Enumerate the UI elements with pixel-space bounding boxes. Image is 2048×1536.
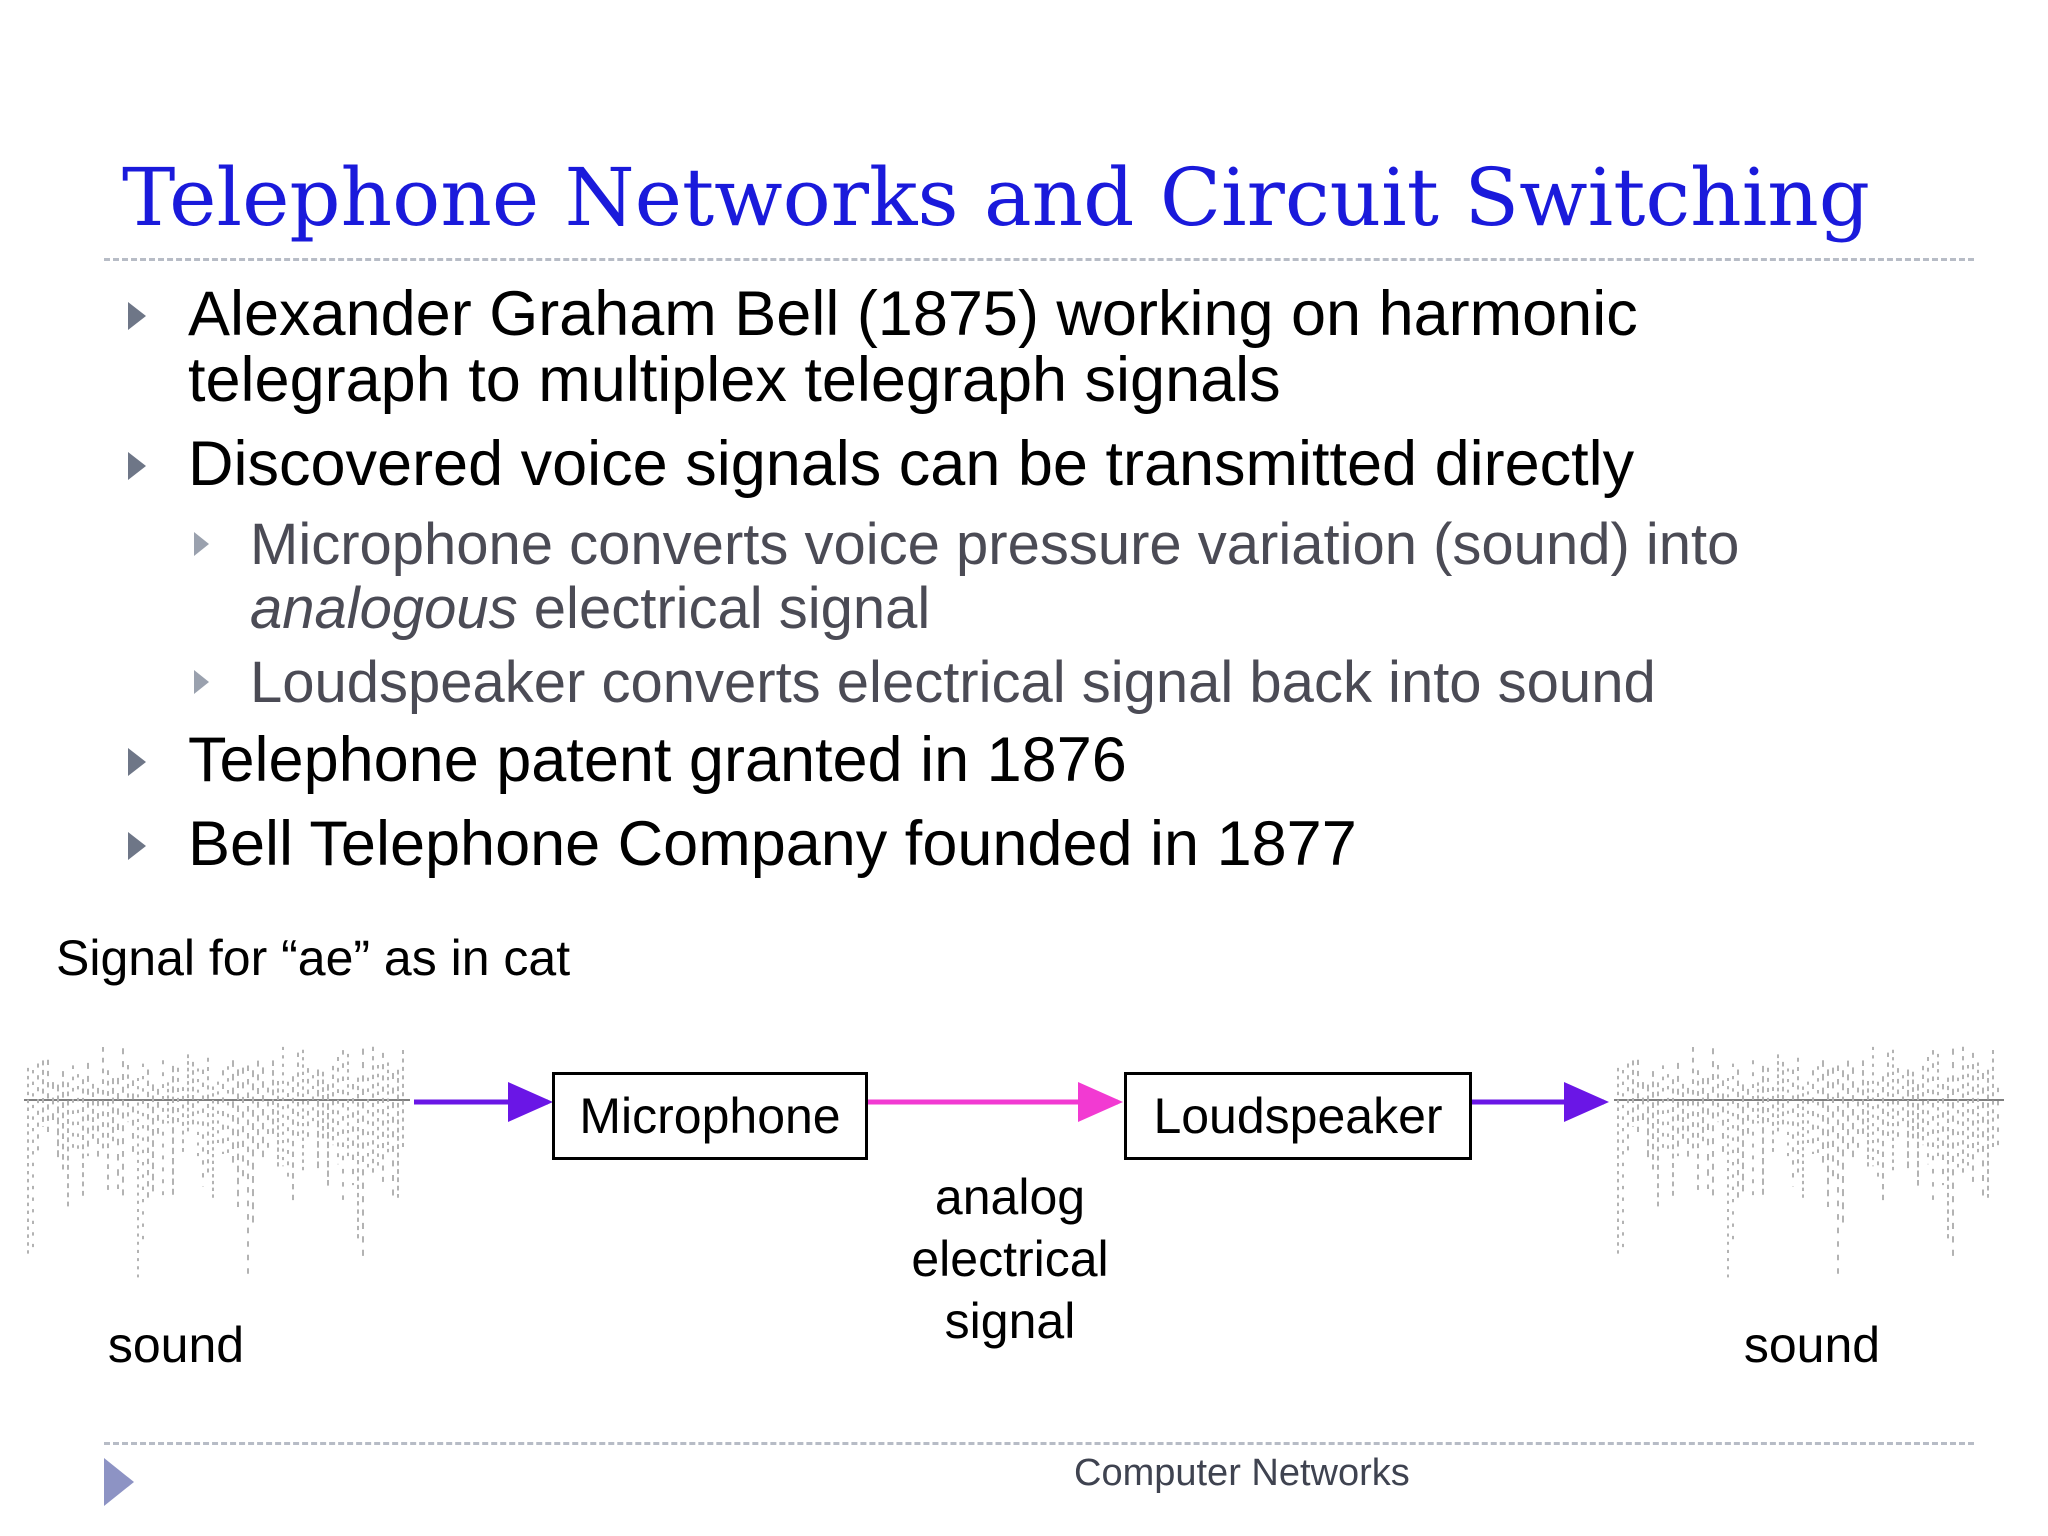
middle-label-line-1: analog xyxy=(934,1169,1086,1225)
italic-word: analogous xyxy=(250,576,518,641)
right-sound-label: sound xyxy=(1743,1317,1881,1373)
slide-title: Telephone Networks and Circuit Switching xyxy=(122,151,1871,244)
bullet-3-line-1: Telephone patent granted in 1876 xyxy=(188,725,1127,795)
microphone-box: Microphone xyxy=(552,1072,868,1160)
line-2-rest: electrical signal xyxy=(517,576,931,641)
footer-divider xyxy=(104,1442,1974,1445)
diagram-caption: Signal for “ae” as in cat xyxy=(56,930,571,986)
left-sound-waveform xyxy=(24,1047,410,1280)
middle-label-line-3: signal xyxy=(944,1293,1076,1349)
sub-bullet-2-line-1: Loudspeaker converts electrical signal back into sound xyxy=(250,650,1656,715)
right-sound-waveform xyxy=(1614,1047,2004,1280)
bullet-4-line-1: Bell Telephone Company founded in 1877 xyxy=(188,809,1357,879)
bullet-1-line-2: telegraph to multiplex telegraph signals xyxy=(188,345,1281,415)
analog-electrical-signal-label xyxy=(880,1166,1140,1352)
bullet-2-line-1: Discovered voice signals can be transmitted directly xyxy=(188,429,1635,499)
loudspeaker-box: Loudspeaker xyxy=(1124,1072,1472,1160)
bullet-1-line-1: Alexander Graham Bell (1875) working on harmonic xyxy=(188,279,1638,349)
middle-label-line-2: electrical xyxy=(911,1231,1109,1287)
triangle-bullet-icon xyxy=(104,1458,134,1506)
left-sound-label: sound xyxy=(107,1317,245,1373)
footer-text: Computer Networks xyxy=(1074,1452,1410,1494)
sub-bullet-1-line-1: Microphone converts voice pressure variation (sound) into xyxy=(250,512,1740,577)
